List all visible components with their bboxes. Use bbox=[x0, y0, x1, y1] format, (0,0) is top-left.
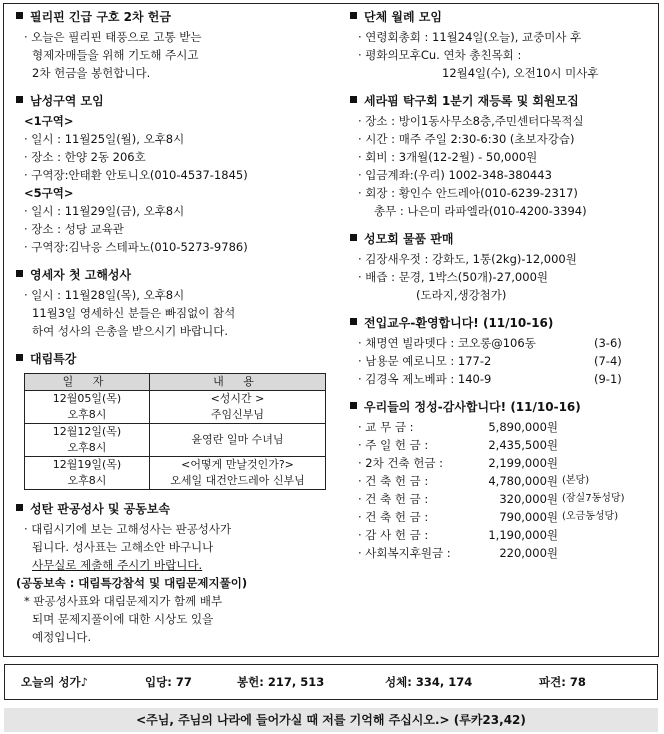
section-table-tennis bbox=[350, 92, 655, 220]
text-line: · 구역장:김낙응 스테파노(010-5273-9786) bbox=[24, 240, 248, 254]
hymn-communion: 성체: 334, 174 bbox=[385, 675, 473, 689]
penance-note: (공동보속 : 대림특강참석 및 대림문제지풀이) bbox=[16, 576, 248, 590]
offering-label: · 2차 건축 헌금 : bbox=[358, 456, 444, 470]
section-men-group bbox=[16, 92, 334, 256]
offering-label: · 교 무 금 : bbox=[358, 420, 414, 434]
offering-note: (오금동성당) bbox=[562, 511, 619, 522]
table-row bbox=[350, 472, 655, 490]
right-column bbox=[350, 8, 655, 572]
offering-list bbox=[350, 418, 655, 562]
table-header-row bbox=[25, 374, 326, 391]
text-line: · 회장 : 황인수 안드레아(010-6239-2317) bbox=[358, 186, 578, 200]
table-row bbox=[350, 454, 655, 472]
offering-amount: 4,780,000원 bbox=[488, 474, 558, 488]
text-line: · 배즙 : 문경, 1박스(50개)-27,000원 bbox=[358, 270, 548, 284]
section-title: 남성구역 모임 bbox=[30, 94, 104, 108]
gospel-quote: <주님, 주님의 나라에 들어가실 때 저를 기억해 주십시오.> (루카23,42) bbox=[4, 708, 658, 732]
hymn-label: 오늘의 성가♪ bbox=[21, 675, 88, 689]
text-line: 예정입니다. bbox=[32, 630, 92, 644]
left-column bbox=[16, 8, 334, 656]
section-advent-lecture bbox=[16, 350, 334, 490]
offering-amount: 2,435,500원 bbox=[488, 438, 558, 452]
text-line: · 구역장:안태환 안토니오(010-4537-1845) bbox=[24, 168, 248, 182]
list-item bbox=[350, 370, 655, 388]
section-title: 대림특강 bbox=[30, 352, 77, 366]
square-bullet-icon bbox=[350, 318, 357, 325]
section-title: 영세자 첫 고해성사 bbox=[30, 268, 132, 282]
table-row bbox=[350, 436, 655, 454]
text-line: 총무 : 나은미 라파엘라(010-4200-3394) bbox=[374, 204, 587, 218]
offering-label: · 감 사 헌 금 : bbox=[358, 528, 429, 542]
lecture-date: 12월12일(목) bbox=[52, 425, 122, 438]
square-bullet-icon bbox=[350, 96, 357, 103]
square-bullet-icon bbox=[16, 270, 23, 277]
lecture-time: 오후8시 bbox=[67, 441, 107, 454]
text-line: · 평화의모후Cu. 연차 총친목회 : bbox=[358, 48, 522, 62]
section-title: 성모회 물품 판매 bbox=[364, 232, 454, 246]
section-title: 세라핌 탁구회 1분기 재등록 및 회원모집 bbox=[364, 94, 579, 108]
offering-label: · 주 일 헌 금 : bbox=[358, 438, 429, 452]
hymn-entrance: 입당: 77 bbox=[145, 675, 192, 689]
section-title: 우리들의 정성-감사합니다! (11/10-16) bbox=[364, 400, 581, 414]
section-christmas-confession bbox=[16, 500, 334, 646]
text-line: · 오늘은 필리핀 태풍으로 고통 받는 bbox=[24, 30, 202, 44]
section-philippines bbox=[16, 8, 334, 82]
text-line: · 회비 : 3개월(12-2월) - 50,000원 bbox=[358, 150, 538, 164]
section-title: 전입교우-환영합니다! (11/10-16) bbox=[364, 316, 554, 330]
lecture-time: 오후8시 bbox=[67, 474, 107, 487]
offering-note: (잠실7동성당) bbox=[562, 493, 625, 504]
text-line: (도라지,생강첨가) bbox=[416, 288, 507, 302]
text-line: · 장소 : 성당 교육관 bbox=[24, 222, 124, 236]
text-line: · 장소 : 한양 2동 206호 bbox=[24, 150, 146, 164]
offering-label: · 건 축 헌 금 : bbox=[358, 474, 429, 488]
section-sale bbox=[350, 230, 655, 304]
text-line: 됩니다. 성사표는 고해소안 바구니나 bbox=[32, 540, 214, 554]
text-line: · 장소 : 방이1동사무소8층,주민센터다목적실 bbox=[358, 114, 584, 128]
newcomer-name: · 남용문 예로니모 : 177-2 bbox=[358, 354, 492, 368]
table-row bbox=[350, 508, 655, 526]
group-label: <5구역> bbox=[24, 186, 74, 200]
table-row bbox=[25, 391, 326, 424]
newcomer-zone: (7-4) bbox=[594, 354, 622, 368]
lecture-speaker: 오세일 대건안드레아 신부님 bbox=[170, 474, 305, 487]
text-line: 2차 헌금을 봉헌합니다. bbox=[32, 66, 151, 80]
lecture-date: 12월19일(목) bbox=[52, 458, 122, 471]
text-line: · 대림시기에 보는 고해성사는 판공성사가 bbox=[24, 522, 232, 536]
offering-amount: 5,890,000원 bbox=[488, 420, 558, 434]
offering-label: · 건 축 헌 금 : bbox=[358, 510, 429, 524]
section-group-meetings bbox=[350, 8, 655, 82]
section-title: 성탄 판공성사 및 공동보속 bbox=[30, 502, 171, 516]
newcomer-zone: (9-1) bbox=[594, 372, 622, 386]
lecture-speaker: 주임신부님 bbox=[210, 408, 265, 421]
text-line: · 입금계좌:(우리) 1002-348-380443 bbox=[358, 168, 552, 182]
table-row bbox=[350, 544, 655, 562]
lecture-table bbox=[24, 373, 326, 490]
text-line: 형제자매들을 위해 기도해 주시고 bbox=[32, 48, 199, 62]
lecture-speaker: 윤영란 일마 수녀님 bbox=[191, 433, 284, 446]
table-row bbox=[350, 526, 655, 544]
offering-label: · 건 축 헌 금 : bbox=[358, 492, 429, 506]
text-line: · 김장새우젓 : 강화도, 1통(2kg)-12,000원 bbox=[358, 252, 577, 266]
table-row bbox=[25, 457, 326, 490]
offering-amount: 2,199,000원 bbox=[488, 456, 558, 470]
text-line: · 일시 : 11월29일(금), 오후8시 bbox=[24, 204, 185, 218]
offering-amount: 790,000원 bbox=[499, 510, 558, 524]
section-title: 단체 월례 모임 bbox=[364, 10, 442, 24]
lecture-topic: <어떻게 만날것인가?> bbox=[181, 458, 294, 471]
hymn-offertory: 봉헌: 217, 513 bbox=[237, 675, 325, 689]
square-bullet-icon bbox=[16, 504, 23, 511]
list-item bbox=[350, 352, 655, 370]
lecture-time: 오후8시 bbox=[67, 408, 107, 421]
hymn-dismissal: 파견: 78 bbox=[539, 675, 586, 689]
table-row bbox=[350, 490, 655, 508]
table-row bbox=[350, 418, 655, 436]
column-header-content: 내 용 bbox=[150, 374, 326, 391]
newcomer-name: · 채명연 빌라뎃다 : 코오롱@106동 bbox=[358, 336, 536, 350]
square-bullet-icon bbox=[350, 402, 357, 409]
section-offering bbox=[350, 398, 655, 562]
text-line: 하여 성사의 은총을 받으시기 바랍니다. bbox=[32, 324, 229, 338]
offering-amount: 320,000원 bbox=[499, 492, 558, 506]
square-bullet-icon bbox=[350, 234, 357, 241]
offering-note: (본당) bbox=[562, 475, 590, 486]
text-line: · 일시 : 11월28일(목), 오후8시 bbox=[24, 288, 185, 302]
text-line: * 판공성사표와 대림문제지가 함께 배부 bbox=[24, 594, 223, 608]
text-line: · 일시 : 11월25일(월), 오후8시 bbox=[24, 132, 185, 146]
text-line: 12월4일(수), 오전10시 미사후 bbox=[442, 66, 599, 80]
square-bullet-icon bbox=[16, 96, 23, 103]
offering-amount: 1,190,000원 bbox=[488, 528, 558, 542]
offering-label: · 사회복지후원금 : bbox=[358, 546, 451, 560]
newcomer-zone: (3-6) bbox=[594, 336, 622, 350]
text-line: 11월3일 영세하신 분들은 빠짐없이 참석 bbox=[32, 306, 236, 320]
square-bullet-icon bbox=[350, 12, 357, 19]
section-welcome bbox=[350, 314, 655, 388]
section-first-confession bbox=[16, 266, 334, 340]
lecture-date: 12월05일(목) bbox=[52, 392, 122, 405]
text-line: 되며 문제지풀이에 대한 시상도 있을 bbox=[32, 612, 214, 626]
column-header-date: 일 자 bbox=[25, 374, 150, 391]
square-bullet-icon bbox=[16, 354, 23, 361]
table-row bbox=[25, 424, 326, 457]
text-line: 사무실로 제출해 주시기 바랍니다. bbox=[32, 558, 203, 572]
square-bullet-icon bbox=[16, 12, 23, 19]
newcomer-name: · 김경옥 제노베파 : 140-9 bbox=[358, 372, 492, 386]
section-title: 필리핀 긴급 구호 2차 헌금 bbox=[30, 10, 171, 24]
text-line: · 연령회총회 : 11월24일(오늘), 교중미사 후 bbox=[358, 30, 582, 44]
hymn-bar bbox=[4, 664, 658, 700]
list-item bbox=[350, 334, 655, 352]
offering-amount: 220,000원 bbox=[499, 546, 558, 560]
lecture-topic: <성시간 > bbox=[210, 392, 265, 405]
group-label: <1구역> bbox=[24, 114, 74, 128]
text-line: · 시간 : 매주 주일 2:30-6:30 (초보자강습) bbox=[358, 132, 575, 146]
